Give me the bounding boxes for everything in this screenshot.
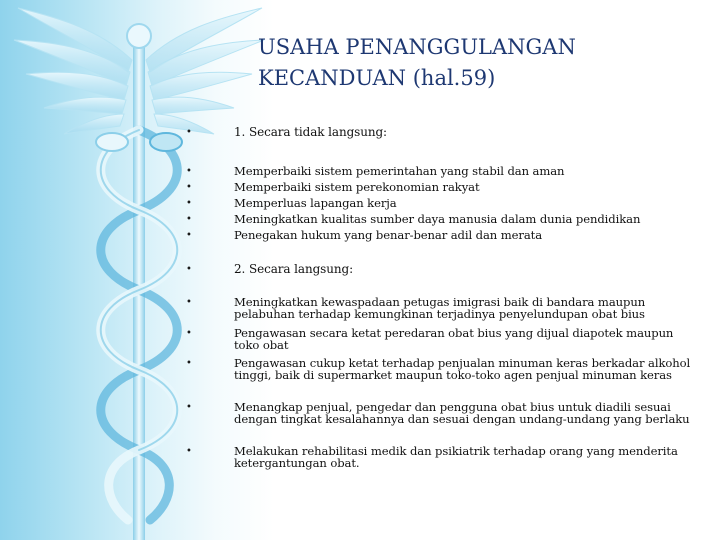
list-item-text: Pengawasan cukup ketat terhadap penjualan minuman keras berkadar alkohol tinggi, baik di supermarket maupun toko-toko agen penjual minuman keras bbox=[234, 356, 691, 383]
list-item-text: Melakukan rehabilitasi medik dan psikiatrik terhadap orang yang menderita ketergantungan obat. bbox=[234, 444, 678, 471]
bullet: • bbox=[186, 358, 192, 369]
bullet: • bbox=[186, 446, 192, 457]
list-item-text: Memperbaiki sistem pemerintahan yang stabil dan aman bbox=[234, 164, 565, 178]
bullet: • bbox=[186, 297, 192, 308]
bullet: • bbox=[186, 230, 192, 241]
bullet: • bbox=[186, 166, 192, 177]
list-item bbox=[180, 327, 700, 352]
bullet: • bbox=[186, 328, 192, 339]
bullet: • bbox=[186, 214, 192, 225]
bullet: • bbox=[186, 198, 192, 209]
bullet: • bbox=[186, 127, 192, 138]
list-item bbox=[180, 165, 700, 178]
list-item-text: Meningkatkan kewaspadaan petugas imigrasi baik di bandara maupun pelabuhan terhadap kemungkinan terjadinya penyelundupan obat bius bbox=[234, 295, 646, 322]
bullet: • bbox=[186, 182, 192, 193]
list-item-text: Memperluas lapangan kerja bbox=[234, 196, 397, 210]
list-item bbox=[180, 357, 700, 382]
list-item-text: Penegakan hukum yang benar-benar adil dan merata bbox=[234, 228, 543, 242]
bullet: • bbox=[186, 402, 192, 413]
title-line-2: KECANDUAN (hal.59) bbox=[258, 66, 496, 90]
bullet: • bbox=[186, 264, 192, 275]
list-item bbox=[180, 197, 700, 210]
slide-title bbox=[258, 32, 698, 94]
list-item bbox=[180, 296, 700, 321]
list-item bbox=[180, 229, 700, 242]
section-heading-direct bbox=[180, 263, 700, 276]
list-item-text: Meningkatkan kualitas sumber daya manusia dalam dunia pendidikan bbox=[234, 212, 641, 226]
section-heading-text: 1. Secara tidak langsung: bbox=[234, 125, 387, 139]
list-item bbox=[180, 181, 700, 194]
title-line-1: USAHA PENANGGULANGAN bbox=[258, 35, 576, 59]
list-item bbox=[180, 213, 700, 226]
list-item-text: Menangkap penjual, pengedar dan pengguna obat bius untuk diadili sesuai dengan tingkat kesalahannya dan sesuai dengan undang-undang yang berlaku bbox=[234, 400, 690, 427]
section-heading-indirect bbox=[180, 126, 700, 139]
section-heading-text: 2. Secara langsung: bbox=[234, 262, 354, 276]
list-item bbox=[180, 401, 700, 426]
list-item bbox=[180, 445, 700, 470]
list-item-text: Pengawasan secara ketat peredaran obat bius yang dijual diapotek maupun toko obat bbox=[234, 326, 674, 353]
list-item-text: Memperbaiki sistem perekonomian rakyat bbox=[234, 180, 480, 194]
